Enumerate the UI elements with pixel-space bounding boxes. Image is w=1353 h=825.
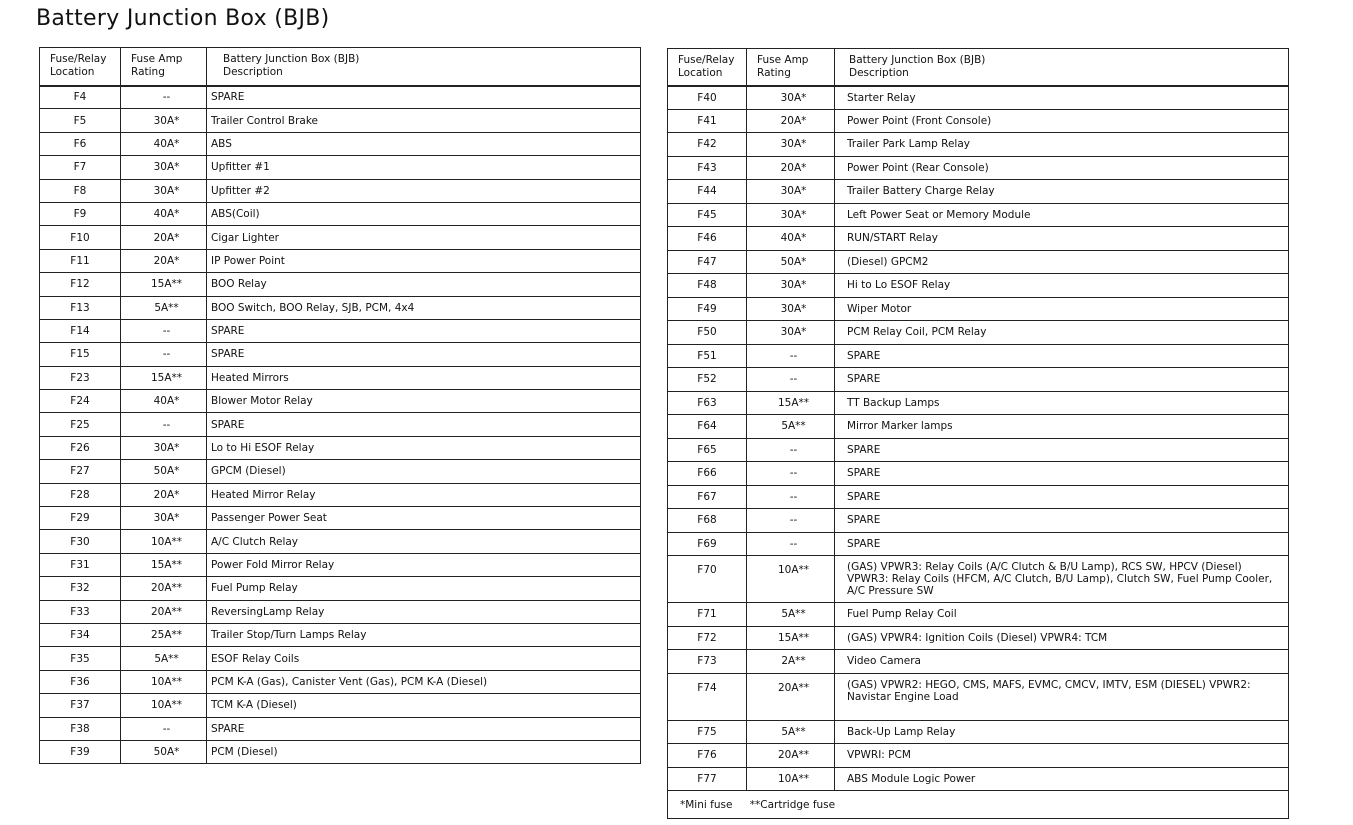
table-row [40,390,641,413]
fuse-description: Fuel Pump Relay [207,577,641,600]
fuse-location: F73 [668,650,747,674]
fuse-amp-rating: 2A** [747,650,835,674]
fuse-amp-rating: 10A** [747,767,835,791]
fuse-description: Upfitter #1 [207,156,641,179]
fuse-amp-rating: 10A** [121,530,207,553]
fuse-amp-rating: -- [747,532,835,556]
fuse-location: F34 [40,623,121,646]
fuse-description: SPARE [207,413,641,436]
description-line: RUN/START Relay [847,232,938,245]
fuse-description [835,532,1289,556]
fuse-amp-rating: 20A* [747,109,835,133]
fuse-location: F12 [40,273,121,296]
description-line: Back-Up Lamp Relay [847,725,956,738]
fuse-description: PCM K-A (Gas), Canister Vent (Gas), PCM K-A (Diesel) [207,670,641,693]
fuse-description [835,227,1289,251]
fuse-location: F29 [40,507,121,530]
fuse-location: F43 [668,156,747,180]
fuse-amp-rating: 50A* [747,250,835,274]
fuse-location: F71 [668,603,747,627]
table-row [668,720,1289,744]
fuse-amp-rating: 5A** [121,647,207,670]
fuse-description [835,344,1289,368]
fuse-location: F33 [40,600,121,623]
description-line: Navistar Engine Load [847,690,959,703]
fuse-amp-rating: 20A** [747,673,835,720]
fuse-description [835,391,1289,415]
fuse-amp-rating: 50A* [121,460,207,483]
table-row [40,366,641,389]
table-row [668,344,1289,368]
fuse-location: F41 [668,109,747,133]
legend-row [668,791,1289,819]
fuse-amp-rating: 20A* [747,156,835,180]
fuse-location: F45 [668,203,747,227]
description-line: SPARE [847,373,881,386]
fuse-location: F67 [668,485,747,509]
fuse-amp-rating: 5A** [747,603,835,627]
fuse-location: F9 [40,202,121,225]
fuse-amp-rating: -- [121,717,207,740]
fuse-description: Cigar Lighter [207,226,641,249]
fuse-description: A/C Clutch Relay [207,530,641,553]
fuse-location: F76 [668,744,747,768]
description-line: Mirror Marker lamps [847,420,953,433]
fuse-amp-rating: 30A* [121,179,207,202]
fuse-location: F13 [40,296,121,319]
fuse-location: F42 [668,133,747,157]
table-header-row [668,49,1289,86]
fuse-description [835,767,1289,791]
fuse-amp-rating: 30A* [121,436,207,459]
fuse-amp-rating: 20A* [121,483,207,506]
fuse-amp-rating: -- [121,343,207,366]
fuse-amp-rating: 20A* [121,226,207,249]
fuse-description: SPARE [207,86,641,109]
table-row [40,623,641,646]
fuse-description [835,509,1289,533]
table-row [40,670,641,693]
table-row [40,296,641,319]
table-row [40,600,641,623]
fuse-amp-rating: 30A* [747,180,835,204]
table-row [40,179,641,202]
fuse-description: Lo to Hi ESOF Relay [207,436,641,459]
fuse-location: F63 [668,391,747,415]
header-location: Fuse/Relay Location [668,49,747,86]
header-amp-rating: Fuse Amp Rating [747,49,835,86]
fuse-description [835,462,1289,486]
fuse-amp-rating: 5A** [747,720,835,744]
fuse-location: F52 [668,368,747,392]
table-header-row [40,48,641,86]
fuse-description: Passenger Power Seat [207,507,641,530]
fuse-location: F26 [40,436,121,459]
table-row [40,507,641,530]
table-row [668,415,1289,439]
table-row [40,483,641,506]
legend-cartridge-fuse: **Cartridge fuse [749,798,836,811]
table-row [40,273,641,296]
fuse-location: F24 [40,390,121,413]
table-row [40,109,641,132]
description-line: Video Camera [847,655,921,668]
description-line: (GAS) VPWR3: Relay Coils (A/C Clutch & B/U Lamp), RCS SW, HPCV (Diesel) [847,561,1242,573]
header-amp-rating: Fuse Amp Rating [121,48,207,86]
fuse-description [835,297,1289,321]
fuse-description: ABS(Coil) [207,202,641,225]
description-line: PCM Relay Coil, PCM Relay [847,326,987,339]
table-row [40,226,641,249]
table-row [40,343,641,366]
table-row [668,673,1289,720]
description-line: VPWR3: Relay Coils (HFCM, A/C Clutch, B/U Lamp), Clutch SW, Fuel Pump Cooler, [847,573,1273,585]
fuse-description [835,415,1289,439]
fuse-amp-rating: -- [747,485,835,509]
fuse-description: PCM (Diesel) [207,740,641,763]
table-row [40,156,641,179]
fuse-description [835,250,1289,274]
fuse-amp-rating: 30A* [747,297,835,321]
fuse-amp-rating: 20A* [121,249,207,272]
fuse-description: IP Power Point [207,249,641,272]
table-row [668,156,1289,180]
fuse-amp-rating: 20A** [747,744,835,768]
table-row [668,556,1289,603]
fuse-location: F39 [40,740,121,763]
table-row [668,767,1289,791]
table-row [668,368,1289,392]
description-line: Trailer Park Lamp Relay [847,138,970,151]
fuse-description: Upfitter #2 [207,179,641,202]
fuse-amp-rating: -- [747,462,835,486]
table-row [668,485,1289,509]
fuse-amp-rating: 30A* [747,86,835,110]
table-row [40,413,641,436]
fuse-location: F72 [668,626,747,650]
fuse-description: SPARE [207,717,641,740]
fuse-description: SPARE [207,319,641,342]
fuse-amp-rating: 30A* [747,321,835,345]
fuse-description: BOO Relay [207,273,641,296]
fuse-amp-rating: -- [121,86,207,109]
fuse-amp-rating: 30A* [747,133,835,157]
fuse-location: F5 [40,109,121,132]
fuse-amp-rating: 5A** [747,415,835,439]
fuse-description [835,133,1289,157]
table-row [668,227,1289,251]
header-description: Battery Junction Box (BJB) Description [207,48,641,86]
fuse-description: BOO Switch, BOO Relay, SJB, PCM, 4x4 [207,296,641,319]
table-row [40,460,641,483]
fuse-location: F7 [40,156,121,179]
fuse-amp-rating: 20A** [121,600,207,623]
fuse-location: F48 [668,274,747,298]
fuse-amp-rating: 30A* [121,156,207,179]
description-line: Wiper Motor [847,302,912,315]
table-row [668,626,1289,650]
fuse-amp-rating: 40A* [747,227,835,251]
table-row [668,650,1289,674]
fuse-location: F6 [40,132,121,155]
fuse-location: F14 [40,319,121,342]
table-row [668,603,1289,627]
fuse-location: F31 [40,553,121,576]
fuse-location: F27 [40,460,121,483]
fuse-description: GPCM (Diesel) [207,460,641,483]
fuse-location: F10 [40,226,121,249]
table-row [668,509,1289,533]
fuse-description: Trailer Stop/Turn Lamps Relay [207,623,641,646]
fuse-location: F32 [40,577,121,600]
table-row [668,532,1289,556]
fuse-amp-rating: 20A** [121,577,207,600]
header-description: Battery Junction Box (BJB) Description [835,49,1289,86]
description-line: Starter Relay [847,91,916,104]
fuse-location: F47 [668,250,747,274]
fuse-amp-rating: -- [747,509,835,533]
fuse-description [835,744,1289,768]
fuse-location: F70 [668,556,747,603]
fuse-amp-rating: 15A** [747,391,835,415]
table-row [40,249,641,272]
fuse-description [835,650,1289,674]
fuse-amp-rating: 10A** [121,694,207,717]
table-row [668,462,1289,486]
table-row [40,132,641,155]
legend-mini-fuse: *Mini fuse [680,798,733,811]
table-row [40,553,641,576]
fuse-amp-rating: 15A** [121,366,207,389]
table-row [40,647,641,670]
table-row [668,180,1289,204]
fuse-description: ReversingLamp Relay [207,600,641,623]
fuse-location: F49 [668,297,747,321]
fuse-location: F66 [668,462,747,486]
description-line: (GAS) VPWR2: HEGO, CMS, MAFS, EVMC, CMCV, IMTV, ESM (DIESEL) VPWR2: [847,678,1251,691]
fuse-location: F30 [40,530,121,553]
description-line: SPARE [847,467,881,480]
table-row [668,133,1289,157]
fuse-description [835,180,1289,204]
table-row [40,202,641,225]
fuse-description [835,109,1289,133]
fuse-description [835,673,1289,720]
table-row [668,274,1289,298]
description-line: SPARE [847,514,881,527]
description-line: SPARE [847,443,881,456]
table-row [40,436,641,459]
fuse-description [835,556,1289,603]
fuse-description: Trailer Control Brake [207,109,641,132]
fuse-description [835,368,1289,392]
fuse-location: F28 [40,483,121,506]
fuse-description [835,485,1289,509]
table-row [668,438,1289,462]
fuse-location: F74 [668,673,747,720]
fuse-amp-rating: -- [121,413,207,436]
fuse-location: F65 [668,438,747,462]
description-line: Left Power Seat or Memory Module [847,208,1031,221]
description-line: A/C Pressure SW [847,585,934,597]
fuse-location: F68 [668,509,747,533]
fuse-location: F35 [40,647,121,670]
fuse-location: F15 [40,343,121,366]
fuse-description: SPARE [207,343,641,366]
fuse-description: ESOF Relay Coils [207,647,641,670]
fuse-location: F38 [40,717,121,740]
fuse-location: F44 [668,180,747,204]
fuse-amp-rating: 15A** [121,273,207,296]
description-line: ABS Module Logic Power [847,772,976,785]
fuse-location: F40 [668,86,747,110]
table-row [40,319,641,342]
table-row [40,740,641,763]
table-row [40,86,641,109]
fuse-description: Power Fold Mirror Relay [207,553,641,576]
fuse-amp-rating: 50A* [121,740,207,763]
fuse-amp-rating: 30A* [747,203,835,227]
fuse-description [835,203,1289,227]
description-line: SPARE [847,537,881,550]
fuse-description: Blower Motor Relay [207,390,641,413]
table-row [668,203,1289,227]
page-title: Battery Junction Box (BJB) [36,6,330,31]
fuse-location: F4 [40,86,121,109]
fuse-amp-rating: 40A* [121,132,207,155]
header-location: Fuse/Relay Location [40,48,121,86]
table-row [668,391,1289,415]
fuse-legend [668,791,1289,819]
fuse-amp-rating: 40A* [121,390,207,413]
fuse-amp-rating: 5A** [121,296,207,319]
table-row [668,250,1289,274]
fuse-description [835,720,1289,744]
fuse-amp-rating: 15A** [121,553,207,576]
fuse-description [835,274,1289,298]
fuse-table-left [39,47,641,764]
fuse-description: ABS [207,132,641,155]
fuse-description [835,438,1289,462]
fuse-description [835,86,1289,110]
fuse-location: F75 [668,720,747,744]
description-line: VPWRI: PCM [847,749,911,762]
fuse-amp-rating: 30A* [747,274,835,298]
fuse-description: Heated Mirrors [207,366,641,389]
fuse-amp-rating: 15A** [747,626,835,650]
fuse-description [835,626,1289,650]
table-row [668,297,1289,321]
fuse-location: F64 [668,415,747,439]
fuse-location: F8 [40,179,121,202]
fuse-location: F77 [668,767,747,791]
fuse-description [835,321,1289,345]
fuse-amp-rating: -- [747,344,835,368]
fuse-amp-rating: 25A** [121,623,207,646]
fuse-location: F36 [40,670,121,693]
fuse-location: F11 [40,249,121,272]
description-line: Power Point (Front Console) [847,114,992,127]
description-line: (Diesel) GPCM2 [847,255,929,268]
table-row [40,694,641,717]
fuse-location: F23 [40,366,121,389]
fuse-description: Heated Mirror Relay [207,483,641,506]
fuse-location: F51 [668,344,747,368]
fuse-table-right [667,48,1289,819]
description-line: Fuel Pump Relay Coil [847,608,957,621]
fuse-amp-rating: 30A* [121,109,207,132]
fuse-location: F69 [668,532,747,556]
fuse-location: F37 [40,694,121,717]
table-row [668,86,1289,110]
description-line: TT Backup Lamps [847,396,940,409]
fuse-location: F50 [668,321,747,345]
table-row [668,321,1289,345]
fuse-amp-rating: -- [747,438,835,462]
fuse-amp-rating: 10A** [747,556,835,603]
description-line: Power Point (Rear Console) [847,161,989,174]
fuse-amp-rating: 30A* [121,507,207,530]
table-row [40,530,641,553]
fuse-amp-rating: 40A* [121,202,207,225]
fuse-amp-rating: -- [121,319,207,342]
fuse-amp-rating: 10A** [121,670,207,693]
fuse-description [835,156,1289,180]
description-line: SPARE [847,349,881,362]
description-line: SPARE [847,490,881,503]
description-line: Trailer Battery Charge Relay [847,185,995,198]
table-row [668,744,1289,768]
table-row [668,109,1289,133]
description-line: (GAS) VPWR4: Ignition Coils (Diesel) VPWR4: TCM [847,631,1108,644]
fuse-location: F25 [40,413,121,436]
description-line: Hi to Lo ESOF Relay [847,279,951,292]
fuse-location: F46 [668,227,747,251]
fuse-description [835,603,1289,627]
table-row [40,717,641,740]
table-row [40,577,641,600]
fuse-amp-rating: -- [747,368,835,392]
fuse-description: TCM K-A (Diesel) [207,694,641,717]
